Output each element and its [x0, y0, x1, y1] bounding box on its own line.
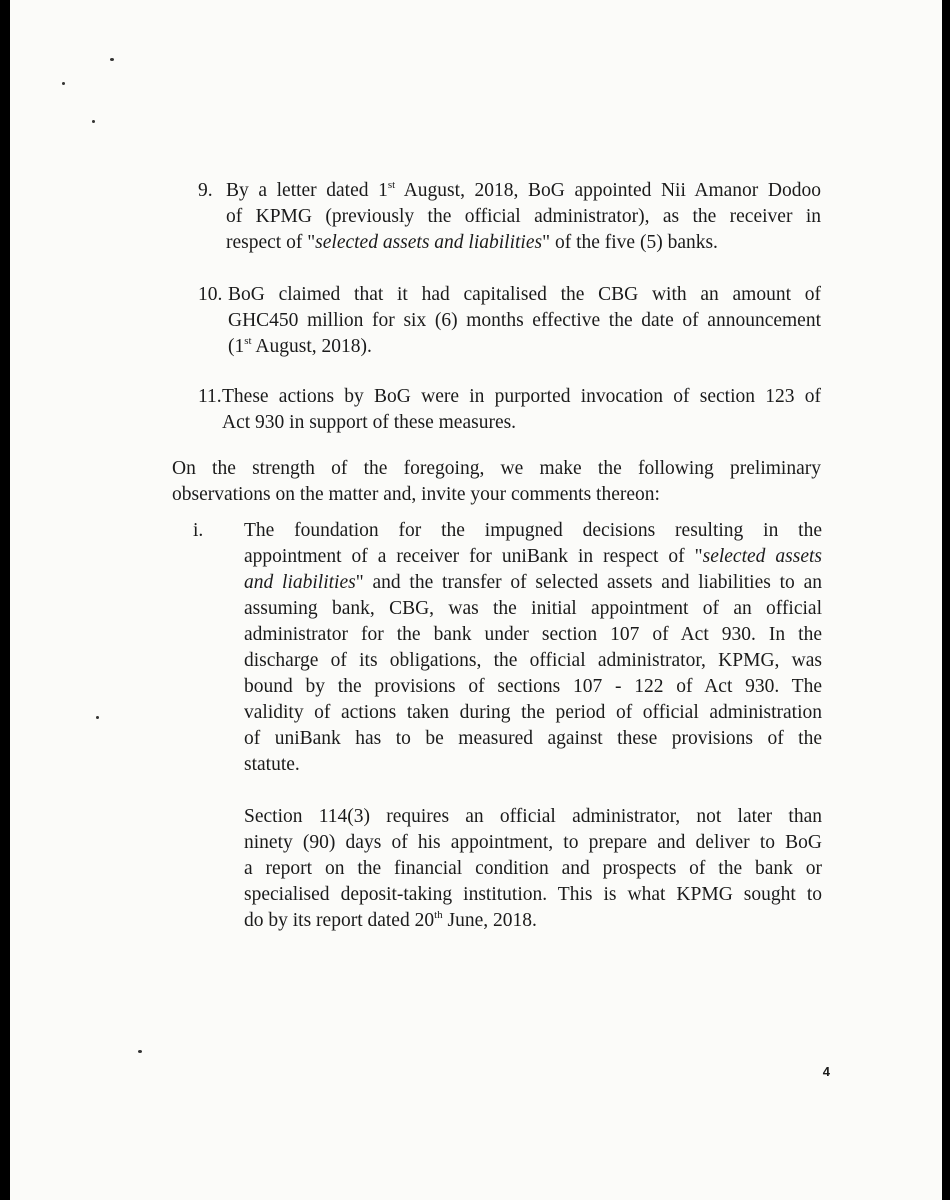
item-number: 10. [198, 284, 223, 305]
scan-speck [62, 82, 65, 85]
text-line: observations on the matter and, invite your comments thereon: [172, 484, 660, 505]
text-line: (1st August, 2018). [228, 334, 372, 357]
page-number: 4 [822, 1064, 830, 1079]
item-11-text [222, 384, 821, 436]
text-line: respect of "selected assets and liabilities" of the five (5) banks. [226, 232, 718, 253]
observation-i-paragraph-2 [244, 804, 822, 934]
text-line: discharge of its obligations, the official administrator, KPMG, was [244, 650, 822, 671]
text-line: By a letter dated 1st August, 2018, BoG appointed Nii Amanor Dodoo [226, 178, 821, 201]
text-line: administrator for the bank under section 107 of Act 930. In the [244, 624, 822, 645]
document-page [10, 0, 942, 1200]
text-line: GHC450 million for six (6) months effective the date of announcement [228, 310, 821, 331]
item-number: 11. [198, 386, 222, 407]
text-line: do by its report dated 20th June, 2018. [244, 908, 537, 931]
text-line: of uniBank has to be measured against these provisions of the [244, 728, 822, 749]
text-line: BoG claimed that it had capitalised the CBG with an amount of [228, 284, 821, 305]
text-line: specialised deposit-taking institution. This is what KPMG sought to [244, 884, 822, 905]
item-number: 9. [198, 180, 213, 201]
scan-speck [92, 120, 95, 123]
text-line: These actions by BoG were in purported invocation of section 123 of [222, 386, 821, 407]
text-line: of KPMG (previously the official administrator), as the receiver in [226, 206, 821, 227]
text-line: The foundation for the impugned decisions resulting in the [244, 520, 822, 541]
text-line: On the strength of the foregoing, we make the following preliminary [172, 458, 821, 479]
text-line: bound by the provisions of sections 107 - 122 of Act 930. The [244, 676, 822, 697]
text-line: and liabilities" and the transfer of selected assets and liabilities to an [244, 572, 822, 593]
observations-intro [172, 456, 821, 508]
scan-speck [138, 1050, 142, 1053]
item-9-text [226, 178, 821, 256]
text-line: Act 930 in support of these measures. [222, 412, 517, 433]
scan-speck [96, 716, 99, 719]
text-line: Section 114(3) requires an official administrator, not later than [244, 806, 822, 827]
scan-speck [110, 58, 114, 61]
text-line: appointment of a receiver for uniBank in respect of "selected assets [244, 546, 822, 567]
text-line: assuming bank, CBG, was the initial appointment of an official [244, 598, 822, 619]
observation-i-paragraph-1 [244, 518, 822, 778]
text-line: a report on the financial condition and prospects of the bank or [244, 858, 822, 879]
text-line: ninety (90) days of his appointment, to prepare and deliver to BoG [244, 832, 822, 853]
item-10-text [228, 282, 821, 360]
observation-numeral: i. [193, 520, 204, 541]
text-line: validity of actions taken during the period of official administration [244, 702, 822, 723]
text-line: statute. [244, 754, 300, 775]
